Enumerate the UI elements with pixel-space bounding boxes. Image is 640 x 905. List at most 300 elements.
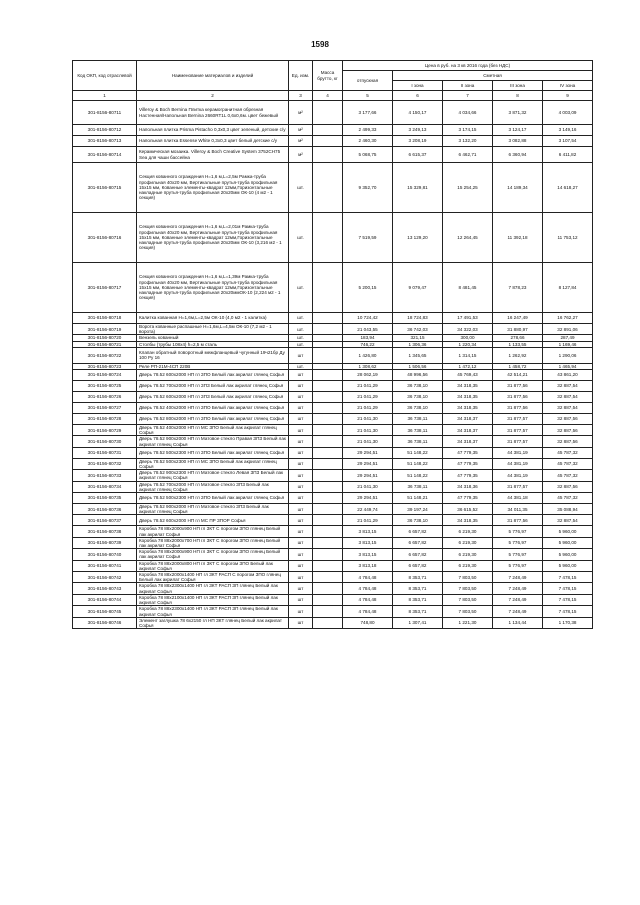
table-cell-zone4-price: 4 003,09 <box>543 101 593 125</box>
table-cell-code: 301-8156-80744 <box>73 594 137 605</box>
table-cell-name: Коробка 78 88x2000x700 НП гл ЗКТ С порогом ЗПО глянец Белый лак акрилат Софья <box>137 537 289 548</box>
table-cell-unit: шт <box>289 515 313 526</box>
header-mass: Масса брутто, кг <box>313 61 343 91</box>
table-cell-release-price: 4 784,48 <box>343 606 393 617</box>
table-cell-zone3-price: 5 776,97 <box>493 549 543 560</box>
table-cell-zone1-price: 3 208,19 <box>393 136 443 147</box>
table-cell-zone4-price: 45 787,32 <box>543 458 593 469</box>
table-row <box>73 347 593 363</box>
table-cell-zone1-price: 6 657,82 <box>393 537 443 548</box>
table-cell-zone4-price: 7 478,15 <box>543 583 593 594</box>
table-cell-code: 301-8156-80714 <box>73 147 137 163</box>
table-cell-code: 301-8156-80742 <box>73 572 137 583</box>
table-cell-code: 301-8156-80716 <box>73 213 137 263</box>
table-cell-unit: шт. <box>289 213 313 263</box>
table-cell-zone3-price: 31 877,56 <box>493 403 543 414</box>
table-cell-release-price: 21 043,55 <box>343 324 393 335</box>
table-cell-zone1-price: 4 150,17 <box>393 101 443 125</box>
table-cell-zone2-price: 7 803,50 <box>443 594 493 605</box>
table-cell-zone2-price: 47 779,35 <box>443 493 493 504</box>
header-estimate: Сметная <box>393 71 593 81</box>
table-cell-mass <box>313 458 343 469</box>
table-cell-release-price: 10 724,42 <box>343 313 393 324</box>
table-cell-zone3-price: 44 381,19 <box>493 458 543 469</box>
table-cell-name: Дверь 78.52 600x2000 НП гл ЗПО Белый лак акрилат глянец Софья <box>137 370 289 381</box>
table-cell-code: 301-8156-80734 <box>73 481 137 492</box>
table-cell-mass <box>313 515 343 526</box>
table-cell-code: 301-8156-80738 <box>73 526 137 537</box>
table-cell-zone2-price: 1 472,12 <box>443 363 493 369</box>
table-row <box>73 560 593 571</box>
table-cell-zone4-price: 45 787,32 <box>543 493 593 504</box>
table-cell-release-price: 29 294,51 <box>343 470 393 481</box>
table-cell-release-price: 29 294,51 <box>343 493 393 504</box>
column-index: 2 <box>137 91 289 101</box>
table-cell-mass <box>313 163 343 213</box>
table-cell-mass <box>313 392 343 403</box>
table-cell-unit: шт. <box>289 163 313 213</box>
table-cell-zone4-price: 7 478,15 <box>543 572 593 583</box>
table-cell-mass <box>313 101 343 125</box>
table-cell-unit: шт <box>289 594 313 605</box>
table-cell-zone3-price: 31 880,97 <box>493 324 543 335</box>
table-cell-zone3-price: 1 262,92 <box>493 347 543 363</box>
table-row <box>73 403 593 414</box>
table-cell-code: 301-8156-80733 <box>73 470 137 481</box>
table-row <box>73 537 593 548</box>
table-cell-mass <box>313 549 343 560</box>
table-cell-release-price: 29 294,51 <box>343 447 393 458</box>
table-cell-name: Коробка 78 88x2000x1400 НП гл ЗКТ РАСП С порогом ЗПО глянец Белый лак акрилат Софья <box>137 572 289 583</box>
table-cell-unit: шт <box>289 425 313 436</box>
table-cell-code: 301-8156-80719 <box>73 324 137 335</box>
table-cell-zone4-price: 7 478,15 <box>543 606 593 617</box>
column-index: 9 <box>543 91 593 101</box>
table-cell-zone1-price: 36 738,10 <box>393 381 443 392</box>
table-cell-unit: шт <box>289 549 313 560</box>
table-cell-name: Керамическая мозаика. Villeroy & Boch Creative System 3752CH75 Sea для чаши бассейна <box>137 147 289 163</box>
table-cell-code: 301-8156-80727 <box>73 403 137 414</box>
table-cell-zone3-price: 31 877,56 <box>493 381 543 392</box>
table-cell-zone2-price: 34 318,35 <box>443 381 493 392</box>
column-index: 5 <box>343 91 393 101</box>
table-cell-mass <box>313 147 343 163</box>
table-cell-unit: м² <box>289 125 313 136</box>
table-cell-zone1-price: 1 307,41 <box>393 617 443 628</box>
table-cell-zone4-price: 32 887,54 <box>543 515 593 526</box>
table-cell-zone2-price: 6 219,30 <box>443 560 493 571</box>
table-row <box>73 381 593 392</box>
table-cell-name: Ворота кованные распашные Н=1,6м,L=4,5м ОК-10 (7,2 м2 - 1 ворота) <box>137 324 289 335</box>
table-cell-zone4-price: 1 169,46 <box>543 341 593 347</box>
table-cell-release-price: 748,80 <box>343 617 393 628</box>
table-cell-zone1-price: 51 148,21 <box>393 493 443 504</box>
table-cell-zone3-price: 34 011,35 <box>493 504 543 515</box>
table-cell-zone4-price: 32 887,54 <box>543 381 593 392</box>
table-cell-zone4-price: 32 887,56 <box>543 481 593 492</box>
table-cell-code: 301-8156-80729 <box>73 425 137 436</box>
table-cell-name: Вензель кованный <box>137 335 289 341</box>
table-cell-zone3-price: 44 381,19 <box>493 447 543 458</box>
table-cell-unit: шт <box>289 560 313 571</box>
table-cell-zone4-price: 16 762,27 <box>543 313 593 324</box>
table-cell-zone4-price: 14 618,27 <box>543 163 593 213</box>
table-cell-zone1-price: 15 329,81 <box>393 163 443 213</box>
table-cell-zone1-price: 18 724,83 <box>393 313 443 324</box>
table-cell-zone2-price: 47 779,35 <box>443 458 493 469</box>
table-row <box>73 583 593 594</box>
table-cell-name: Секция кованного ограждения Н=1,6 м,L=2,5м Рамка-труба профильная 40x20 мм, Вертикальные прутья-труба профильная 15x15 мм, Кованные элементы-квадрат 12мм,Горизонтальные накладные прутья-труба профильная 20x20мм ОК-10 (4 м2 - 1 секция) <box>137 163 289 213</box>
table-cell-mass <box>313 313 343 324</box>
header-unit: Ед. изм. <box>289 61 313 91</box>
table-cell-zone2-price: 47 779,35 <box>443 447 493 458</box>
header-zone-4: IV зона <box>543 81 593 91</box>
table-row <box>73 481 593 492</box>
table-cell-zone2-price: 6 219,30 <box>443 526 493 537</box>
table-cell-zone1-price: 9 079,47 <box>393 263 443 313</box>
table-cell-zone1-price: 8 353,71 <box>393 572 443 583</box>
table-cell-name: Villeroy & Boch Bernina Плитка керамогранитная обрезная Настенная/Напольная Bernina 2660RT1L 0,6x0,6м. цвет бежевый <box>137 101 289 125</box>
header-name: Наименование материалов и изделий <box>137 61 289 91</box>
table-cell-code: 301-8156-80745 <box>73 606 137 617</box>
table-cell-unit: шт <box>289 403 313 414</box>
table-cell-zone3-price: 7 248,49 <box>493 594 543 605</box>
table-cell-code: 301-8156-80721 <box>73 341 137 347</box>
table-cell-mass <box>313 425 343 436</box>
table-cell-code: 301-8156-80717 <box>73 263 137 313</box>
table-cell-zone2-price: 3 174,15 <box>443 125 493 136</box>
table-cell-unit: шт <box>289 392 313 403</box>
table-cell-name: Дверь 78.52 600x2000 НП гл МС ПР ЗПОР Софья <box>137 515 289 526</box>
table-row <box>73 125 593 136</box>
table-cell-mass <box>313 263 343 313</box>
column-index: 7 <box>443 91 493 101</box>
table-cell-name: Коробка 78 88x2100x1400 НП гл ЗКТ РАСП ЗП глянец Белый лак акрилат Софья <box>137 594 289 605</box>
table-cell-name: Коробка 78 88x2000x900 НП гл ЗКТ С порогом ЗПО глянец Белый лак акрилат Софья <box>137 549 289 560</box>
table-cell-unit: шт <box>289 617 313 628</box>
table-cell-name: Дверь 78.52 900x2000 НП гл Матовое стекло ЗПЗ Белый лак акрилат глянец Софья <box>137 504 289 515</box>
table-cell-mass <box>313 436 343 447</box>
table-cell-zone1-price: 8 353,71 <box>393 594 443 605</box>
table-cell-release-price: 29 294,51 <box>343 458 393 469</box>
table-row <box>73 458 593 469</box>
table-cell-mass <box>313 403 343 414</box>
table-cell-unit: шт <box>289 370 313 381</box>
table-cell-release-price: 183,94 <box>343 335 393 341</box>
table-cell-zone1-price: 51 148,22 <box>393 470 443 481</box>
table-row <box>73 549 593 560</box>
table-cell-zone3-price: 3 871,32 <box>493 101 543 125</box>
table-row <box>73 470 593 481</box>
table-cell-zone2-price: 34 322,03 <box>443 324 493 335</box>
table-cell-zone4-price: 6 411,82 <box>543 147 593 163</box>
table-cell-zone3-price: 16 247,49 <box>493 313 543 324</box>
table-cell-code: 301-8156-80711 <box>73 101 137 125</box>
table-cell-zone3-price: 1 133,55 <box>493 341 543 347</box>
table-cell-name: Дверь 78.52 400x2000 НП гл ЗПО Белый лак акрилат глянец Софья <box>137 403 289 414</box>
table-cell-name: Коробка 78 88x2000x900 НП гл ЗКТ С порогом ЗПО глянец Белый лак акрилат Софья <box>137 526 289 537</box>
table-cell-code: 301-8156-80743 <box>73 583 137 594</box>
table-cell-release-price: 28 062,19 <box>343 370 393 381</box>
table-cell-zone1-price: 36 738,10 <box>393 392 443 403</box>
table-cell-unit: шт <box>289 504 313 515</box>
table-cell-zone4-price: 3 149,16 <box>543 125 593 136</box>
table-row <box>73 606 593 617</box>
table-cell-zone4-price: 43 861,20 <box>543 370 593 381</box>
table-cell-code: 301-8156-80728 <box>73 414 137 425</box>
table-cell-zone1-price: 321,15 <box>393 335 443 341</box>
table-cell-zone3-price: 7 248,49 <box>493 572 543 583</box>
header-price-group: Цена в руб. на 3 кв 2016 года (без НДС) <box>343 61 593 71</box>
table-cell-unit: шт <box>289 583 313 594</box>
table-cell-unit: м² <box>289 147 313 163</box>
table-cell-zone2-price: 3 132,20 <box>443 136 493 147</box>
table-cell-release-price: 3 813,15 <box>343 537 393 548</box>
table-cell-release-price: 21 041,29 <box>343 403 393 414</box>
table-cell-zone2-price: 7 803,50 <box>443 572 493 583</box>
table-cell-name: Секция кованного ограждения Н=1,6 м,L=2,01м Рамка-труба профильная 40x20 мм, Вертикальные прутья-труба профильная 15x15 мм, Кованные элементы-квадрат 12мм,Горизонтальные накладные прутья-труба профильная 20x20мм ОК-10 (3,216 м2 - 1 секция) <box>137 213 289 263</box>
header-release: отпускная <box>343 71 393 91</box>
table-cell-code: 301-8156-80723 <box>73 363 137 369</box>
table-cell-code: 301-8156-80732 <box>73 458 137 469</box>
header-zone-2: II зона <box>443 81 493 91</box>
table-cell-mass <box>313 560 343 571</box>
table-body <box>73 101 593 629</box>
table-cell-unit: шт <box>289 493 313 504</box>
table-cell-zone1-price: 36 738,11 <box>393 425 443 436</box>
table-cell-code: 301-8156-80725 <box>73 381 137 392</box>
table-cell-code: 301-8156-80735 <box>73 493 137 504</box>
table-cell-name: Дверь 78.52 400x2000 НП гл МС ЗПО Белый лак акрилат глянец Софья <box>137 425 289 436</box>
table-cell-code: 301-8156-80730 <box>73 436 137 447</box>
table-cell-unit: шт <box>289 414 313 425</box>
table-cell-zone4-price: 32 887,56 <box>543 425 593 436</box>
table-cell-mass <box>313 414 343 425</box>
table-cell-name: Элемент заглушка 78 6x2150 гл НП ЗКТ глянец Белый лак акрилат Софья <box>137 617 289 628</box>
table-cell-unit: шт. <box>289 335 313 341</box>
table-cell-zone3-price: 7 248,49 <box>493 606 543 617</box>
table-cell-mass <box>313 347 343 363</box>
table-cell-code: 301-8156-80712 <box>73 125 137 136</box>
table-cell-mass <box>313 583 343 594</box>
table-row <box>73 101 593 125</box>
table-cell-zone2-price: 36 615,52 <box>443 504 493 515</box>
table-cell-mass <box>313 594 343 605</box>
header-code: Код ОКП, код отраслевой <box>73 61 137 91</box>
table-cell-release-price: 21 041,30 <box>343 436 393 447</box>
table-cell-zone1-price: 6 615,37 <box>393 147 443 163</box>
table-cell-zone1-price: 36 738,11 <box>393 414 443 425</box>
table-cell-unit: шт <box>289 470 313 481</box>
table-cell-zone4-price: 1 170,38 <box>543 617 593 628</box>
table-cell-unit: шт. <box>289 341 313 347</box>
table-cell-zone3-price: 5 776,97 <box>493 526 543 537</box>
table-cell-zone3-price: 1 134,44 <box>493 617 543 628</box>
table-cell-release-price: 1 308,62 <box>343 363 393 369</box>
table-cell-zone2-price: 6 219,30 <box>443 549 493 560</box>
table-cell-code: 301-8156-80722 <box>73 347 137 363</box>
table-cell-unit: шт <box>289 447 313 458</box>
table-cell-release-price: 21 041,29 <box>343 381 393 392</box>
table-cell-mass <box>313 504 343 515</box>
table-row <box>73 436 593 447</box>
table-cell-zone4-price: 45 787,32 <box>543 447 593 458</box>
table-cell-zone3-price: 31 877,57 <box>493 436 543 447</box>
table-cell-zone2-price: 34 318,37 <box>443 436 493 447</box>
table-cell-zone3-price: 7 248,49 <box>493 583 543 594</box>
table-cell-zone2-price: 6 462,71 <box>443 147 493 163</box>
table-cell-zone4-price: 5 960,00 <box>543 560 593 571</box>
table-cell-mass <box>313 526 343 537</box>
table-cell-zone3-price: 31 877,57 <box>493 414 543 425</box>
table-row <box>73 414 593 425</box>
table-cell-zone2-price: 45 769,43 <box>443 370 493 381</box>
table-row <box>73 526 593 537</box>
table-cell-zone2-price: 34 318,37 <box>443 425 493 436</box>
table-cell-name: Секция кованного ограждения Н=1,6 м,L=1,39м Рамка-труба профильная 40x20 мм, Вертикальные прутья-труба профильная 15x15 мм, Кованные элементы-квадрат 12мм,Горизонтальные накладные прутья-труба профильная 20x20ммОК-10 (2,224 м2 - 1 секция) <box>137 263 289 313</box>
table-cell-release-price: 4 784,48 <box>343 583 393 594</box>
table-cell-mass <box>313 537 343 548</box>
table-cell-code: 301-8156-80737 <box>73 515 137 526</box>
table-cell-name: Калитка кованная Н=1,6м,L=2,5м ОК-10 (4,0 м2 - 1 калитка) <box>137 313 289 324</box>
table-cell-name: Дверь 78.52 500x2300 НП гл МС ЗПО Белый лак акрилат глянец Софья <box>137 458 289 469</box>
table-cell-mass <box>313 572 343 583</box>
page-number: 1598 <box>311 40 329 49</box>
table-cell-name: Дверь 78.52 600x2000 НП гл ЗПЗ Белый лак акрилат глянец Софья <box>137 392 289 403</box>
table-cell-zone2-price: 1 220,34 <box>443 341 493 347</box>
table-cell-release-price: 3 813,15 <box>343 526 393 537</box>
table-cell-release-price: 9 352,70 <box>343 163 393 213</box>
table-cell-release-price: 4 784,48 <box>343 572 393 583</box>
table-cell-name: Напольная плитка Prisma Pistacho 0,3x0,3 цвет зеленый, детские с/у <box>137 125 289 136</box>
table-cell-release-price: 22 449,74 <box>343 504 393 515</box>
table-cell-zone3-price: 6 360,94 <box>493 147 543 163</box>
table-cell-release-price: 2 460,30 <box>343 136 393 147</box>
column-index: 3 <box>289 91 313 101</box>
table-cell-zone4-price: 3 107,54 <box>543 136 593 147</box>
table-cell-name: Коробка 78 88x2300x1400 НП гл ЗКТ РАСП ЗП глянец Белый лак акрилат Софья <box>137 606 289 617</box>
table-cell-zone2-price: 15 254,25 <box>443 163 493 213</box>
table-cell-mass <box>313 447 343 458</box>
table-cell-zone2-price: 34 318,35 <box>443 515 493 526</box>
table-cell-name: Дверь 78.52 800x2000 НП гл ЗПО Белый лак акрилат глянец Софья <box>137 414 289 425</box>
table-cell-release-price: 4 784,48 <box>343 594 393 605</box>
table-cell-unit: шт. <box>289 363 313 369</box>
table-cell-name: Дверь 78.52 900x2300 НП гл Матовое стекло Левая ЗПЗ Белый лак акрилат глянец Софья <box>137 470 289 481</box>
table-cell-name: Клапан обратный поворотный межфланцевый чугунный 19ч21бр Ду 100 Ру 16 <box>137 347 289 363</box>
table-cell-zone4-price: 35 088,94 <box>543 504 593 515</box>
table-row <box>73 263 593 313</box>
table-cell-mass <box>313 213 343 263</box>
table-cell-unit: м² <box>289 136 313 147</box>
table-cell-mass <box>313 493 343 504</box>
table-row <box>73 147 593 163</box>
column-index: 6 <box>393 91 443 101</box>
table-cell-zone1-price: 36 738,11 <box>393 436 443 447</box>
table-cell-release-price: 21 041,29 <box>343 515 393 526</box>
table-cell-unit: шт <box>289 347 313 363</box>
table-row <box>73 617 593 628</box>
table-cell-zone4-price: 287,49 <box>543 335 593 341</box>
table-cell-zone3-price: 31 877,57 <box>493 425 543 436</box>
table-cell-zone2-price: 34 318,35 <box>443 392 493 403</box>
table-cell-name: Дверь 78.52 500x2300 НП гл ЗПО Белый лак акрилат глянец Софья <box>137 493 289 504</box>
table-cell-zone3-price: 1 458,72 <box>493 363 543 369</box>
table-cell-code: 301-8156-80720 <box>73 335 137 341</box>
table-cell-zone4-price: 32 891,06 <box>543 324 593 335</box>
table-cell-zone4-price: 7 478,15 <box>543 594 593 605</box>
table-cell-zone4-price: 5 960,00 <box>543 549 593 560</box>
table-cell-zone2-price: 7 803,50 <box>443 606 493 617</box>
table-cell-release-price: 5 200,15 <box>343 263 393 313</box>
table-row <box>73 572 593 583</box>
table-cell-zone4-price: 11 753,12 <box>543 213 593 263</box>
table-cell-zone2-price: 47 779,35 <box>443 470 493 481</box>
column-index: 8 <box>493 91 543 101</box>
table-row <box>73 425 593 436</box>
table-cell-release-price: 21 041,30 <box>343 414 393 425</box>
table-cell-zone2-price: 1 314,15 <box>443 347 493 363</box>
table-row <box>73 213 593 263</box>
table-cell-zone1-price: 6 657,82 <box>393 560 443 571</box>
table-cell-name: Реле РП-21М-4СП 220В <box>137 363 289 369</box>
table-cell-release-price: 746,22 <box>343 341 393 347</box>
table-cell-release-price: 21 041,29 <box>343 392 393 403</box>
table-cell-zone3-price: 278,66 <box>493 335 543 341</box>
table-cell-zone4-price: 32 887,54 <box>543 403 593 414</box>
table-cell-unit: шт <box>289 458 313 469</box>
table-cell-zone3-price: 31 877,56 <box>493 392 543 403</box>
table-cell-release-price: 21 041,30 <box>343 481 393 492</box>
table-cell-code: 301-8156-80731 <box>73 447 137 458</box>
table-cell-zone3-price: 5 776,97 <box>493 537 543 548</box>
table-row <box>73 504 593 515</box>
table-cell-zone1-price: 36 738,10 <box>393 403 443 414</box>
table-cell-zone3-price: 5 776,97 <box>493 560 543 571</box>
table-cell-mass <box>313 481 343 492</box>
table-cell-zone4-price: 5 960,00 <box>543 526 593 537</box>
column-index: 4 <box>313 91 343 101</box>
table-cell-zone1-price: 8 353,71 <box>393 583 443 594</box>
table-cell-zone4-price: 45 787,32 <box>543 470 593 481</box>
table-cell-unit: шт <box>289 381 313 392</box>
table-cell-unit: шт. <box>289 324 313 335</box>
table-cell-zone1-price: 36 738,10 <box>393 515 443 526</box>
table-cell-zone2-price: 6 219,30 <box>443 537 493 548</box>
table-cell-zone1-price: 6 657,82 <box>393 549 443 560</box>
table-cell-release-price: 7 519,59 <box>343 213 393 263</box>
header-zone-3: III зона <box>493 81 543 91</box>
table-cell-code: 301-8156-80741 <box>73 560 137 571</box>
table-cell-zone2-price: 34 318,37 <box>443 414 493 425</box>
table-cell-unit: шт. <box>289 313 313 324</box>
table-cell-zone1-price: 51 148,22 <box>393 447 443 458</box>
table-cell-zone3-price: 14 189,34 <box>493 163 543 213</box>
table-cell-name: Дверь 78.52 700x2000 НП гл Матовое стекло ЗПЗ Белый лак акрилат глянец Софья <box>137 481 289 492</box>
table-cell-zone2-price: 34 318,36 <box>443 481 493 492</box>
table-cell-name: Коробка 78 88x2000x800 НП гл ЗКТ С порогом ЗПО Белый лак акрилат Софья <box>137 560 289 571</box>
table-cell-zone3-price: 7 878,23 <box>493 263 543 313</box>
table-cell-release-price: 1 426,80 <box>343 347 393 363</box>
table-cell-unit: шт <box>289 572 313 583</box>
table-cell-release-price: 21 041,30 <box>343 425 393 436</box>
table-cell-zone3-price: 42 514,21 <box>493 370 543 381</box>
table-cell-code: 301-8156-80726 <box>73 392 137 403</box>
table-cell-release-price: 5 068,75 <box>343 147 393 163</box>
table-cell-zone2-price: 7 803,50 <box>443 583 493 594</box>
price-table <box>72 60 593 629</box>
table-cell-zone1-price: 1 506,56 <box>393 363 443 369</box>
